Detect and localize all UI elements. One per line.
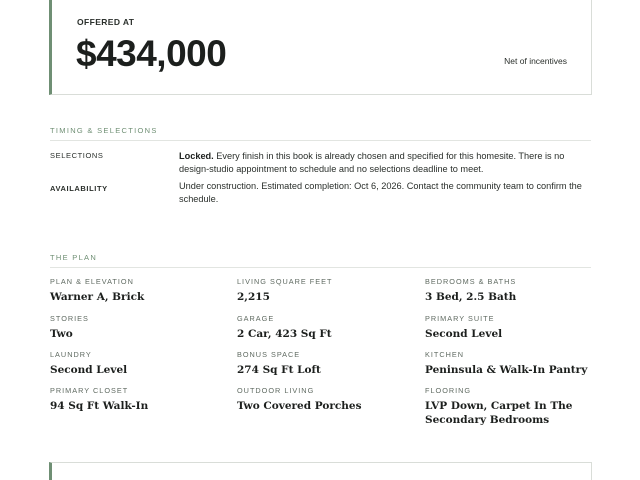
spec-value: Second Level [50,364,128,376]
spec-value: Peninsula & Walk-In Pantry [425,364,588,376]
spec-bonus-space [237,350,412,377]
availability-key: AVAILABILITY [50,184,108,193]
spec-outdoor-living [237,386,412,413]
spec-primary-closet [50,386,225,413]
selections-lead: Locked. [179,151,214,161]
spec-garage [237,314,412,341]
spec-label: BONUS SPACE [237,350,301,359]
spec-value: 274 Sq Ft Loft [237,364,321,376]
price-note: Net of incentives [504,56,567,66]
spec-label: BEDROOMS & BATHS [425,277,517,286]
price-card [49,0,592,95]
spec-label: LIVING SQUARE FEET [237,277,333,286]
timing-section-heading: TIMING & SELECTIONS [50,126,158,135]
spec-primary-suite [425,314,600,341]
spec-flooring [425,386,595,427]
spec-value: 2,215 [237,291,270,303]
spec-value: 3 Bed, 2.5 Bath [425,291,517,303]
plan-section-divider [50,267,591,268]
spec-label: STORIES [50,314,89,323]
spec-value: Warner A, Brick [50,291,145,303]
spec-value: 2 Car, 423 Sq Ft [237,328,332,340]
selections-key: SELECTIONS [50,151,104,160]
spec-label: FLOORING [425,386,472,395]
timing-section-divider [50,140,591,141]
spec-value: Two [50,328,73,340]
spec-value: 94 Sq Ft Walk-In [50,400,149,412]
spec-living-square-feet [237,277,412,304]
next-section-card [49,462,592,480]
availability-value: Under construction. Estimated completion: Oct 6, 2026. Contact the community team to confirm the schedule. [179,181,582,204]
selections-value [179,150,591,176]
spec-label: PRIMARY SUITE [425,314,495,323]
spec-plan-elevation [50,277,225,304]
spec-stories [50,314,225,341]
price-amount: $434,000 [76,33,227,74]
spec-label: PLAN & ELEVATION [50,277,134,286]
spec-value: LVP Down, Carpet In The Secondary Bedrooms [425,400,573,426]
spec-label: LAUNDRY [50,350,92,359]
spec-label: KITCHEN [425,350,465,359]
spec-value: Second Level [425,328,503,340]
spec-label: OUTDOOR LIVING [237,386,315,395]
spec-label: PRIMARY CLOSET [50,386,129,395]
spec-label: GARAGE [237,314,275,323]
spec-kitchen [425,350,600,377]
offered-at-label: OFFERED AT [77,17,135,27]
spec-value: Two Covered Porches [237,400,362,412]
spec-bedrooms-baths [425,277,600,304]
selections-text: Every finish in this book is already chosen and specified for this homesite. There is no design-studio appointment to schedule and no selections deadline to meet. [179,151,565,174]
plan-section-heading: THE PLAN [50,253,98,262]
spec-laundry [50,350,225,377]
